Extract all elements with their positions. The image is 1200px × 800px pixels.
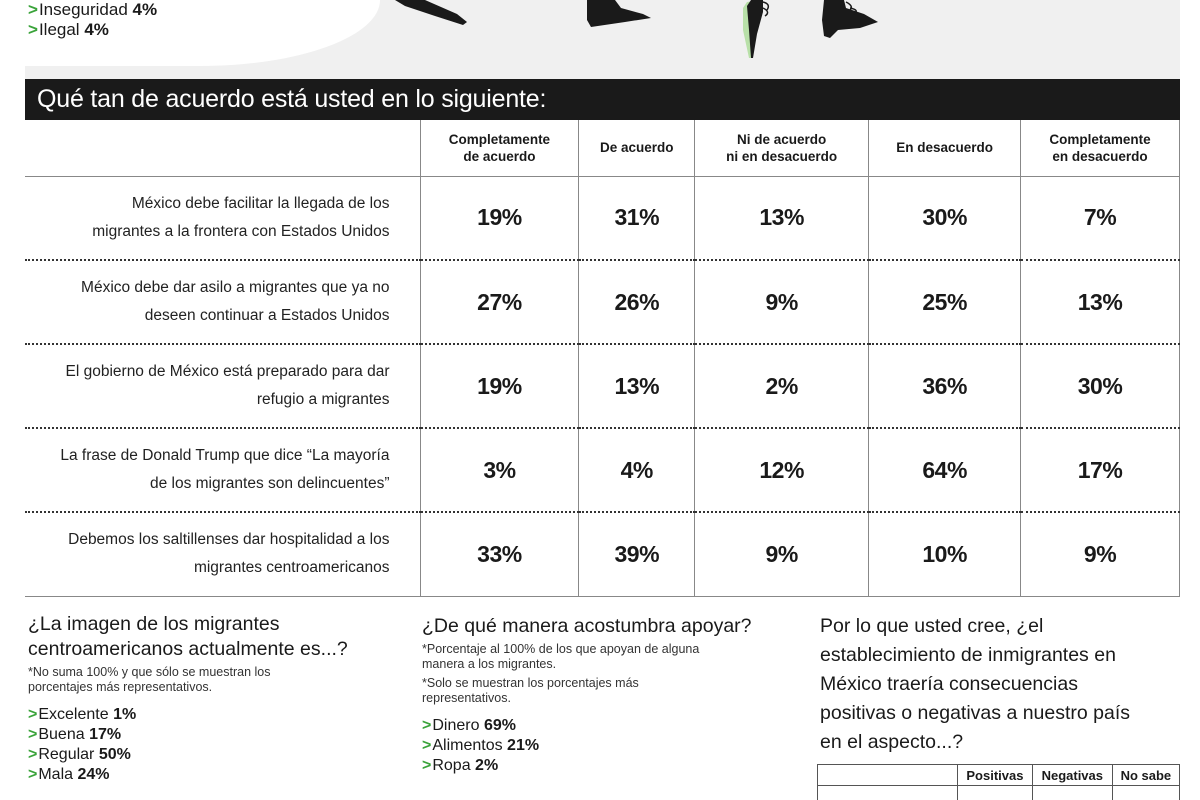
section-note: *Solo se muestran los porcentajes más representativos. (422, 676, 639, 705)
value-cell: 9% (695, 512, 869, 596)
list-item: >Mala 24% (28, 766, 110, 783)
shoe-icon (585, 0, 655, 30)
statement-cell: Debemos los saltillenses dar hospitalidad a los migrantes centroamericanos (25, 512, 420, 596)
value-cell (958, 786, 1033, 800)
image-perception-list (28, 705, 398, 785)
table-row (818, 786, 1180, 800)
green-arrow-icon: > (422, 757, 432, 774)
value-cell: 30% (1021, 344, 1180, 428)
value-cell: 25% (869, 260, 1021, 344)
value-cell: 13% (579, 344, 695, 428)
top-reasons-list (28, 0, 157, 40)
value-cell (1032, 786, 1112, 800)
header-blank-cell (25, 120, 420, 176)
consequences-table (817, 764, 1180, 800)
value-cell: 39% (579, 512, 695, 596)
shoe-icon (737, 0, 787, 62)
section-note: *No suma 100% y que sólo se muestran los porcentajes más representativos. (28, 665, 271, 694)
shoe-icon (820, 0, 882, 40)
column-header: Ni de acuerdo ni en desacuerdo (695, 120, 869, 176)
value-cell: 30% (869, 176, 1021, 260)
value-cell: 36% (869, 344, 1021, 428)
value-cell: 19% (420, 344, 579, 428)
list-item: >Buena 17% (28, 726, 122, 743)
value-cell: 4% (579, 428, 695, 512)
statement-cell: La frase de Donald Trump que dice “La mayoría de los migrantes son delincuentes” (25, 428, 420, 512)
green-arrow-icon: > (28, 20, 38, 39)
value-cell: 13% (695, 176, 869, 260)
agreement-title-bar: Qué tan de acuerdo está usted en lo siguiente: (25, 79, 1180, 120)
row-label (818, 786, 958, 800)
column-header: Positivas (958, 765, 1033, 786)
image-perception-section (28, 612, 398, 785)
value-cell (1112, 786, 1179, 800)
value-cell: 26% (579, 260, 695, 344)
section-note: *Porcentaje al 100% de los que apoyan de alguna manera a los migrantes. (422, 642, 700, 671)
shoe-icon (395, 0, 470, 28)
section-title: ¿De qué manera acostumbra apoyar? (422, 615, 752, 637)
table-row (25, 344, 1180, 428)
value-cell: 17% (1021, 428, 1180, 512)
table-row (25, 260, 1180, 344)
support-method-list (422, 716, 802, 776)
green-arrow-icon: > (28, 726, 38, 743)
value-cell: 3% (420, 428, 579, 512)
value-cell: 19% (420, 176, 579, 260)
consequences-section (820, 612, 1180, 757)
column-header: Completamente de acuerdo (420, 120, 579, 176)
value-cell: 12% (695, 428, 869, 512)
header-blank-cell (818, 765, 958, 786)
green-arrow-icon: > (28, 746, 38, 763)
list-item: >Inseguridad 4% (28, 0, 158, 19)
column-header: De acuerdo (579, 120, 695, 176)
value-cell: 10% (869, 512, 1021, 596)
list-item: >Alimentos 21% (422, 737, 540, 754)
value-cell: 9% (695, 260, 869, 344)
green-arrow-icon: > (28, 766, 38, 783)
table-row (25, 428, 1180, 512)
green-arrow-icon: > (28, 0, 38, 19)
table-row (25, 176, 1180, 260)
column-header: No sabe (1112, 765, 1179, 786)
column-header: En desacuerdo (869, 120, 1021, 176)
column-header: Completamente en desacuerdo (1021, 120, 1180, 176)
value-cell: 27% (420, 260, 579, 344)
column-header: Negativas (1032, 765, 1112, 786)
table-row (25, 512, 1180, 596)
statement-cell: México debe dar asilo a migrantes que ya no deseen continuar a Estados Unidos (25, 260, 420, 344)
list-item: >Ropa 2% (422, 757, 499, 774)
list-item: >Dinero 69% (422, 717, 516, 734)
support-method-section (422, 614, 802, 776)
section-title: Por lo que usted cree, ¿el establecimiento de inmigrantes en México traería consecuencias positivas o negativas a nuestro país en el aspecto...? (820, 615, 1131, 753)
statement-cell: El gobierno de México está preparado para dar refugio a migrantes (25, 344, 420, 428)
green-arrow-icon: > (28, 706, 38, 723)
green-arrow-icon: > (422, 717, 432, 734)
table-header-row (818, 765, 1180, 786)
value-cell: 7% (1021, 176, 1180, 260)
top-illustration-strip (0, 0, 1200, 80)
value-cell: 64% (869, 428, 1021, 512)
agreement-table (25, 120, 1180, 597)
value-cell: 33% (420, 512, 579, 596)
list-item: >Excelente 1% (28, 706, 137, 723)
value-cell: 31% (579, 176, 695, 260)
list-item: >Ilegal 4% (28, 20, 109, 39)
section-title: ¿La imagen de los migrantes centroamericanos actualmente es...? (28, 613, 348, 660)
list-item: >Regular 50% (28, 746, 131, 763)
table-header-row (25, 120, 1180, 176)
green-arrow-icon: > (422, 737, 432, 754)
value-cell: 9% (1021, 512, 1180, 596)
value-cell: 13% (1021, 260, 1180, 344)
value-cell: 2% (695, 344, 869, 428)
statement-cell: México debe facilitar la llegada de los migrantes a la frontera con Estados Unidos (25, 176, 420, 260)
